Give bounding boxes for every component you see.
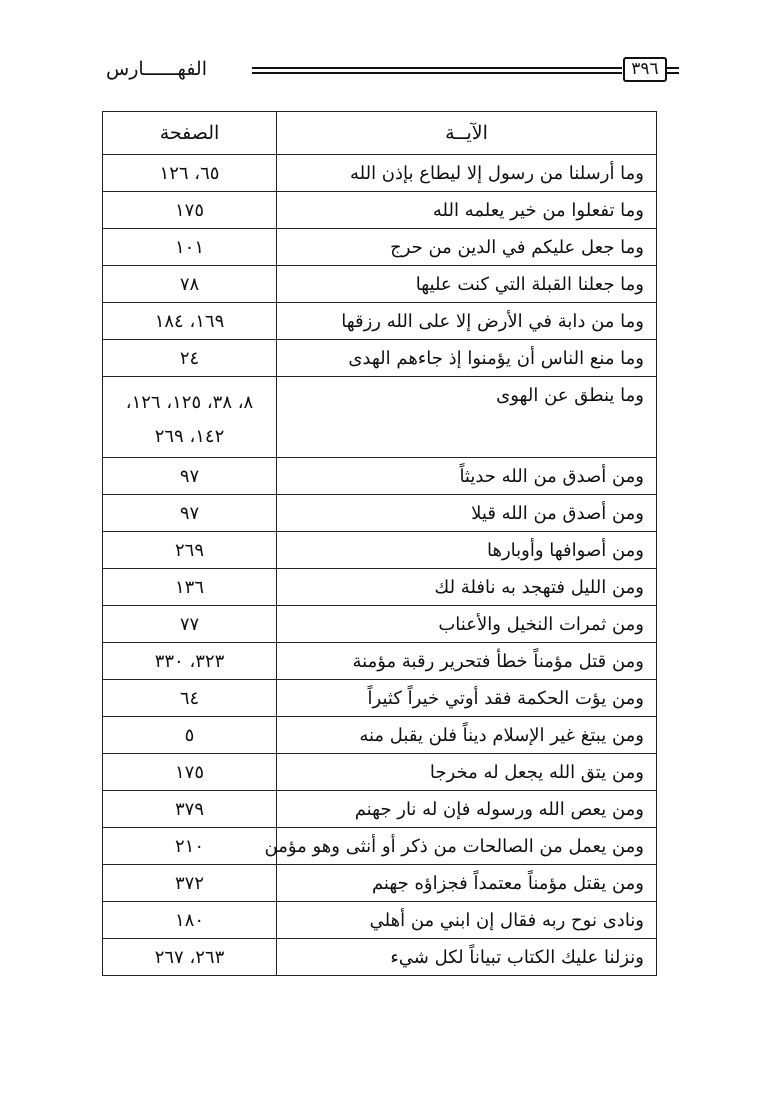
- page-ref-line: ٥: [184, 724, 195, 746]
- verse-cell: وما منع الناس أن يؤمنوا إذ جاءهم الهدى: [277, 340, 657, 377]
- table-row: [103, 229, 657, 266]
- page-ref-line: ٩٧: [179, 502, 200, 524]
- table-row: [103, 495, 657, 532]
- verse-column-header: الآيــة: [277, 112, 657, 155]
- table-row: [103, 377, 657, 458]
- page-column-header: الصفحة: [103, 112, 277, 155]
- verse-cell: ومن يعمل من الصالحات من ذكر أو أنثى وهو مؤمن: [277, 828, 657, 865]
- verse-cell: ومن ثمرات النخيل والأعناب: [277, 606, 657, 643]
- table-row: [103, 303, 657, 340]
- page-ref-cell: [103, 902, 277, 939]
- verse-cell: ومن أصدق من الله قيلا: [277, 495, 657, 532]
- page-ref-cell: [103, 828, 277, 865]
- verse-cell: وما جعل عليكم في الدين من حرج: [277, 229, 657, 266]
- page-ref-line: ٣٢٣، ٣٣٠: [154, 650, 225, 672]
- verse-cell: ومن يبتغ غير الإسلام ديناً فلن يقبل منه: [277, 717, 657, 754]
- table-row: [103, 340, 657, 377]
- header-double-rule: [252, 67, 622, 74]
- verse-cell: وما تفعلوا من خير يعلمه الله: [277, 192, 657, 229]
- page-ref-cell: [103, 377, 277, 458]
- header-rule-end: [667, 67, 679, 74]
- page-number-box: ٣٩٦: [623, 57, 667, 82]
- page-ref-line: ٦٤: [179, 687, 200, 709]
- table-row: [103, 643, 657, 680]
- table-row: [103, 791, 657, 828]
- running-title: الفهــــــارس: [106, 58, 207, 80]
- page-ref-cell: [103, 569, 277, 606]
- page-ref-cell: [103, 229, 277, 266]
- table-row: [103, 606, 657, 643]
- page-ref-line: ١٣٦: [174, 576, 204, 598]
- table-row: [103, 828, 657, 865]
- table-row: [103, 532, 657, 569]
- verse-cell: ومن يتق الله يجعل له مخرجا: [277, 754, 657, 791]
- page-ref-cell: [103, 340, 277, 377]
- page-ref-line: ٩٧: [179, 465, 200, 487]
- verse-cell: وما من دابة في الأرض إلا على الله رزقها: [277, 303, 657, 340]
- page-ref-line: ٧٨: [179, 273, 200, 295]
- table-row: [103, 192, 657, 229]
- page-ref-cell: [103, 939, 277, 976]
- page-ref-line: ١٦٩، ١٨٤: [154, 310, 225, 332]
- page-ref-cell: [103, 791, 277, 828]
- page-ref-line: ١٤٢، ٢٦٩: [154, 426, 225, 447]
- page-ref-line: ١٧٥: [174, 761, 204, 783]
- table-row: [103, 680, 657, 717]
- page-ref-cell: [103, 754, 277, 791]
- page-ref-line: ٣٧٩: [174, 798, 204, 820]
- page-ref-line: ٦٥، ١٢٦: [159, 162, 220, 184]
- page-ref-line: ١٨٠: [174, 909, 204, 931]
- verse-index-table: [102, 111, 657, 976]
- page-ref-line: ٢٤: [179, 347, 200, 369]
- table-row: [103, 902, 657, 939]
- verse-cell: ومن يؤت الحكمة فقد أوتي خيراً كثيراً: [277, 680, 657, 717]
- page-ref-cell: [103, 303, 277, 340]
- table-row: [103, 266, 657, 303]
- verse-cell: ومن يعص الله ورسوله فإن له نار جهنم: [277, 791, 657, 828]
- page-header: [100, 52, 660, 86]
- page-ref-line: ٨، ٣٨، ١٢٥، ١٢٦،: [125, 392, 254, 413]
- page-ref-cell: [103, 680, 277, 717]
- table-body: [103, 155, 657, 976]
- page-ref-line: ٣٧٢: [174, 872, 204, 894]
- verse-cell: ونادى نوح ربه فقال إن ابني من أهلي: [277, 902, 657, 939]
- page-ref-line: ٧٧: [179, 613, 200, 635]
- page-ref-line: ٢٦٣، ٢٦٧: [154, 946, 225, 968]
- verse-cell: وما أرسلنا من رسول إلا ليطاع بإذن الله: [277, 155, 657, 192]
- page-ref-cell: [103, 532, 277, 569]
- table-row: [103, 155, 657, 192]
- table-header-row: [103, 112, 657, 155]
- page-ref-cell: [103, 495, 277, 532]
- page-ref-line: ٢٦٩: [174, 539, 204, 561]
- verse-cell: ومن أصدق من الله حديثاً: [277, 458, 657, 495]
- page-ref-line: ١٠١: [174, 236, 204, 258]
- page-ref-cell: [103, 717, 277, 754]
- verse-cell: ومن يقتل مؤمناً معتمداً فجزاؤه جهنم: [277, 865, 657, 902]
- page-ref-cell: [103, 643, 277, 680]
- table-row: [103, 569, 657, 606]
- page-ref-cell: [103, 192, 277, 229]
- verse-cell: ومن قتل مؤمناً خطأ فتحرير رقبة مؤمنة: [277, 643, 657, 680]
- verse-cell: وما ينطق عن الهوى: [277, 377, 657, 458]
- verse-cell: ومن أصوافها وأوبارها: [277, 532, 657, 569]
- table-row: [103, 717, 657, 754]
- table-row: [103, 754, 657, 791]
- page-ref-cell: [103, 606, 277, 643]
- verse-cell: وما جعلنا القبلة التي كنت عليها: [277, 266, 657, 303]
- table-row: [103, 939, 657, 976]
- page-ref-cell: [103, 155, 277, 192]
- table-row: [103, 865, 657, 902]
- page-ref-line: ١٧٥: [174, 199, 204, 221]
- verse-cell: ومن الليل فتهجد به نافلة لك: [277, 569, 657, 606]
- page-ref-cell: [103, 266, 277, 303]
- page-ref-cell: [103, 458, 277, 495]
- page-ref-line: ٢١٠: [174, 835, 204, 857]
- table-row: [103, 458, 657, 495]
- verse-cell: ونزلنا عليك الكتاب تبياناً لكل شيء: [277, 939, 657, 976]
- page-ref-cell: [103, 865, 277, 902]
